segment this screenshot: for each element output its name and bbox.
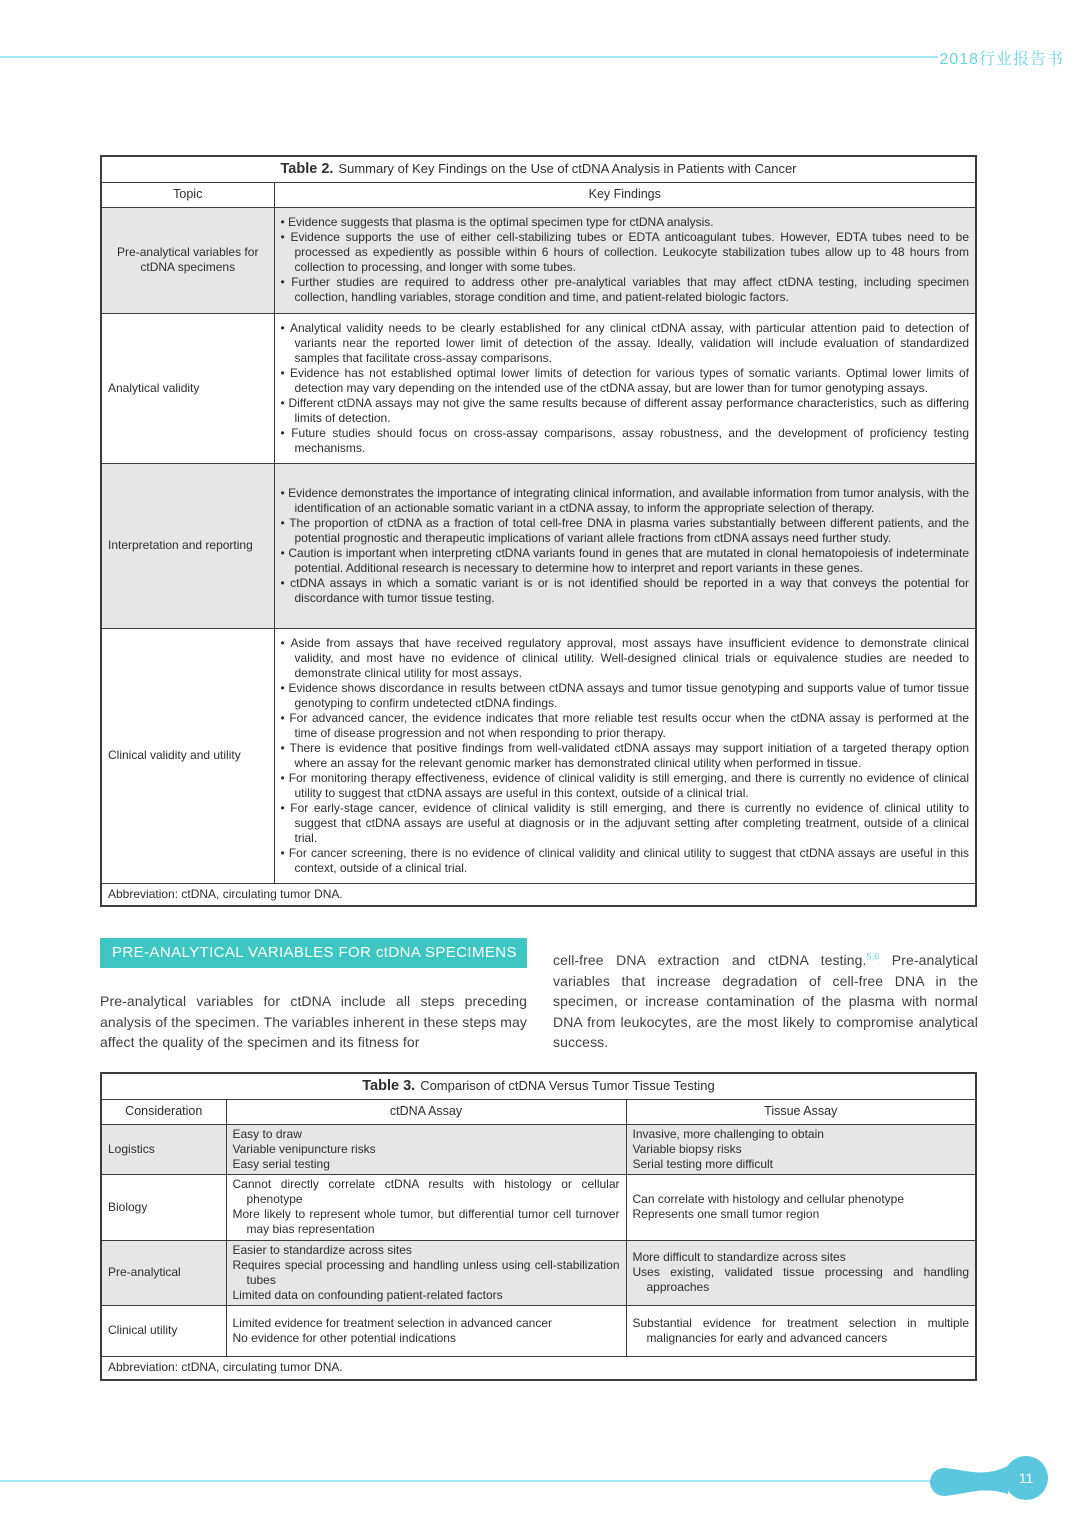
comparison-line: Cannot directly correlate ctDNA results with histology or cellular phenotype <box>232 1177 620 1206</box>
comparison-line: Substantial evidence for treatment selection in multiple malignancies for early and advanced cancers <box>632 1315 970 1345</box>
key-finding-item: • Future studies should focus on cross-assay comparisons, assay robustness, and the development of proficiency testing mechanisms. <box>281 426 970 456</box>
key-finding-item: • There is evidence that positive findings from well-validated ctDNA assays may support initiation of a targeted therapy option where an assay for the relevant genomic marker has demonstrated clinical utility when performed in tissue. <box>281 741 970 771</box>
comparison-line: No evidence for other potential indications <box>232 1330 456 1345</box>
consideration-biology: Biology <box>101 1174 226 1240</box>
table-row <box>101 1240 976 1305</box>
ctdna-biology <box>226 1174 626 1240</box>
table-row <box>101 207 976 313</box>
tissue-pre-analytical <box>626 1240 976 1305</box>
comparison-line: Variable venipuncture risks <box>232 1141 376 1156</box>
table-row <box>101 1124 976 1174</box>
table-2-title-cell <box>101 156 976 182</box>
ctdna-clinical-utility <box>226 1305 626 1356</box>
findings-clinical-validity-utility <box>274 628 976 883</box>
page-number-ornament <box>918 1452 1058 1508</box>
key-finding-item: • Evidence suggests that plasma is the optimal specimen type for ctDNA analysis. <box>281 215 970 230</box>
comparison-line: Easy serial testing <box>232 1156 330 1171</box>
table-row <box>101 463 976 628</box>
tissue-clinical-utility <box>626 1305 976 1356</box>
table-2-header-topic: Topic <box>101 182 274 207</box>
footer-divider-line <box>0 1480 934 1482</box>
ctdna-pre-analytical <box>226 1240 626 1305</box>
key-finding-item: • Evidence supports the use of either cell-stabilizing tubes or EDTA anticoagulant tubes. However, EDTA tubes need to be processed as expediently as possible within 6 hours of collection. Leukocyte stabilization tubes allow up to 48 hours from collection to processing, and longer with some tubes. <box>281 230 970 275</box>
table-3-title-cell <box>101 1073 976 1099</box>
key-finding-item: • Aside from assays that have received regulatory approval, most assays have insufficient evidence to demonstrate clinical validity, and most have no evidence of clinical utility. Well-designed clinical trials or equivalence studies are needed to demonstrate clinical utility for most assays. <box>281 636 970 681</box>
tissue-logistics <box>626 1124 976 1174</box>
table-row <box>101 1174 976 1240</box>
findings-interpretation-reporting <box>274 463 976 628</box>
topic-pre-analytical-variables: Pre-analytical variables for ctDNA specimens <box>101 207 274 313</box>
comparison-line: Can correlate with histology and cellular phenotype <box>632 1192 904 1206</box>
comparison-line: Easy to draw <box>232 1126 302 1141</box>
table-3-header-ctdna-assay: ctDNA Assay <box>226 1099 626 1124</box>
comparison-line: Uses existing, validated tissue processing and handling approaches <box>632 1265 970 1294</box>
citation-reference: 5,6 <box>866 951 880 962</box>
body-text-after-reference: Pre-analytical variables that increase degradation of cell-free DNA in the specimen, or increase contamination of the plasma with normal DNA from leukocytes, are the most likely to compromise analytical success. <box>553 952 978 1050</box>
key-finding-item: • For early-stage cancer, evidence of clinical validity is still emerging, and there is currently no evidence of clinical utility to suggest that ctDNA assays are useful at diagnosis or in the adjuvant setting after completing treatment, outside of a clinical trial. <box>281 801 970 846</box>
comparison-line: Variable biopsy risks <box>632 1141 742 1156</box>
comparison-line: Easier to standardize across sites <box>232 1242 412 1257</box>
key-finding-item: • ctDNA assays in which a somatic variant is or is not identified should be reported in a way that conveys the potential for discordance with tumor tissue testing. <box>281 576 970 606</box>
key-finding-item: • Evidence has not established optimal lower limits of detection for various types of somatic variants. Optimal lower limits of detection may vary depending on the intended use of the ctDNA assay, but are lower than for tumor genotyping assays. <box>281 366 970 396</box>
consideration-pre-analytical: Pre-analytical <box>101 1240 226 1305</box>
comparison-line: Limited evidence for treatment selection in advanced cancer <box>232 1315 553 1330</box>
table-3-title: Comparison of ctDNA Versus Tumor Tissue Testing <box>420 1078 715 1094</box>
table-3-header-consideration: Consideration <box>101 1099 226 1124</box>
body-text-before-reference: cell-free DNA extraction and ctDNA testing. <box>553 952 867 968</box>
key-finding-item: • Further studies are required to address other pre-analytical variables that may affect ctDNA testing, including specimen collection, handling variables, storage condition and time, and patient-related biologic factors. <box>281 275 970 305</box>
table-2-number: Table 2. <box>280 161 334 178</box>
body-text-right-column <box>553 950 978 1053</box>
comparison-line: More difficult to standardize across sites <box>632 1250 846 1264</box>
consideration-clinical-utility: Clinical utility <box>101 1305 226 1356</box>
table-3-footnote: Abbreviation: ctDNA, circulating tumor DNA. <box>101 1356 976 1380</box>
key-finding-item: • Caution is important when interpreting ctDNA variants found in genes that are mutated in clonal hematopoiesis of indeterminate potential. Additional research is necessary to determine how to interpret and report variants in these genes. <box>281 546 970 576</box>
key-finding-item: • Evidence shows discordance in results between ctDNA assays and tumor tissue genotyping and supports value of tumor tissue genotyping to confirm undetected ctDNA findings. <box>281 681 970 711</box>
key-finding-item: • The proportion of ctDNA as a fraction of total cell-free DNA in plasma varies substantially between different patients, and the potential prognostic and therapeutic implications of variant allele fractions from ctDNA assays need further study. <box>281 516 970 546</box>
comparison-line: Represents one small tumor region <box>632 1207 820 1221</box>
key-finding-item: • Evidence demonstrates the importance of integrating clinical information, and available information from tumor analysis, with the identification of an actionable somatic variant in a ctDNA assay, to inform the appropriate selection of therapy. <box>281 486 970 516</box>
comparison-line: Invasive, more challenging to obtain <box>632 1126 824 1141</box>
topic-interpretation-reporting: Interpretation and reporting <box>101 463 274 628</box>
body-text-left-column: Pre-analytical variables for ctDNA include all steps preceding analysis of the specimen. The variables inherent in these steps may affect the quality of the specimen and its fitness for <box>100 993 527 1050</box>
findings-pre-analytical-variables <box>274 207 976 313</box>
section-heading-pre-analytical-variables: PRE-ANALYTICAL VARIABLES FOR ctDNA SPECIMENS <box>100 938 527 968</box>
table-row <box>101 1305 976 1356</box>
topic-clinical-validity-utility: Clinical validity and utility <box>101 628 274 883</box>
page-number: 11 <box>1018 1470 1034 1486</box>
key-finding-item: • For monitoring therapy effectiveness, evidence of clinical validity is still emerging, and there is currently no evidence of clinical utility to suggest that ctDNA assays are useful in this context, outside of a clinical trial. <box>281 771 970 801</box>
table-2-footnote: Abbreviation: ctDNA, circulating tumor DNA. <box>101 883 976 906</box>
findings-analytical-validity <box>274 313 976 463</box>
header-divider-line <box>0 56 938 58</box>
table-2-header-key-findings: Key Findings <box>274 182 976 207</box>
report-header-label: 2018行业报告书 <box>939 51 1064 68</box>
key-finding-item: • For advanced cancer, the evidence indicates that more reliable test results occur when the ctDNA assay is performed at the time of disease progression and not when responding to prior therapy. <box>281 711 970 741</box>
key-finding-item: • For cancer screening, there is no evidence of clinical validity and clinical utility to suggest that ctDNA assays are useful in this context, outside of a clinical trial. <box>281 846 970 876</box>
table-3-comparison <box>100 1072 977 1381</box>
table-row <box>101 628 976 883</box>
comparison-line: Limited data on confounding patient-related factors <box>232 1287 503 1302</box>
table-2-key-findings <box>100 155 977 907</box>
comparison-line: Requires special processing and handling unless using cell-stabilization tubes <box>232 1257 620 1287</box>
ornament-neck <box>944 1466 1008 1496</box>
consideration-logistics: Logistics <box>101 1124 226 1174</box>
table-2-title: Summary of Key Findings on the Use of ctDNA Analysis in Patients with Cancer <box>338 161 797 177</box>
key-finding-item: • Analytical validity needs to be clearly established for any clinical ctDNA assay, with particular attention paid to detection of variants near the reported lower limit of detection of the assay. Ideally, validation will include evaluation of standardized samples that facilitate cross-assay comparisons. <box>281 321 970 366</box>
table-row <box>101 313 976 463</box>
key-finding-item: • Different ctDNA assays may not give the same results because of different assay performance characteristics, such as differing limits of detection. <box>281 396 970 426</box>
comparison-line: Serial testing more difficult <box>632 1156 774 1171</box>
comparison-line: More likely to represent whole tumor, but differential tumor cell turnover may bias representation <box>232 1207 620 1236</box>
topic-analytical-validity: Analytical validity <box>101 313 274 463</box>
tissue-biology <box>626 1174 976 1240</box>
table-3-header-tissue-assay: Tissue Assay <box>626 1099 976 1124</box>
ctdna-logistics <box>226 1124 626 1174</box>
table-3-number: Table 3. <box>362 1078 416 1095</box>
